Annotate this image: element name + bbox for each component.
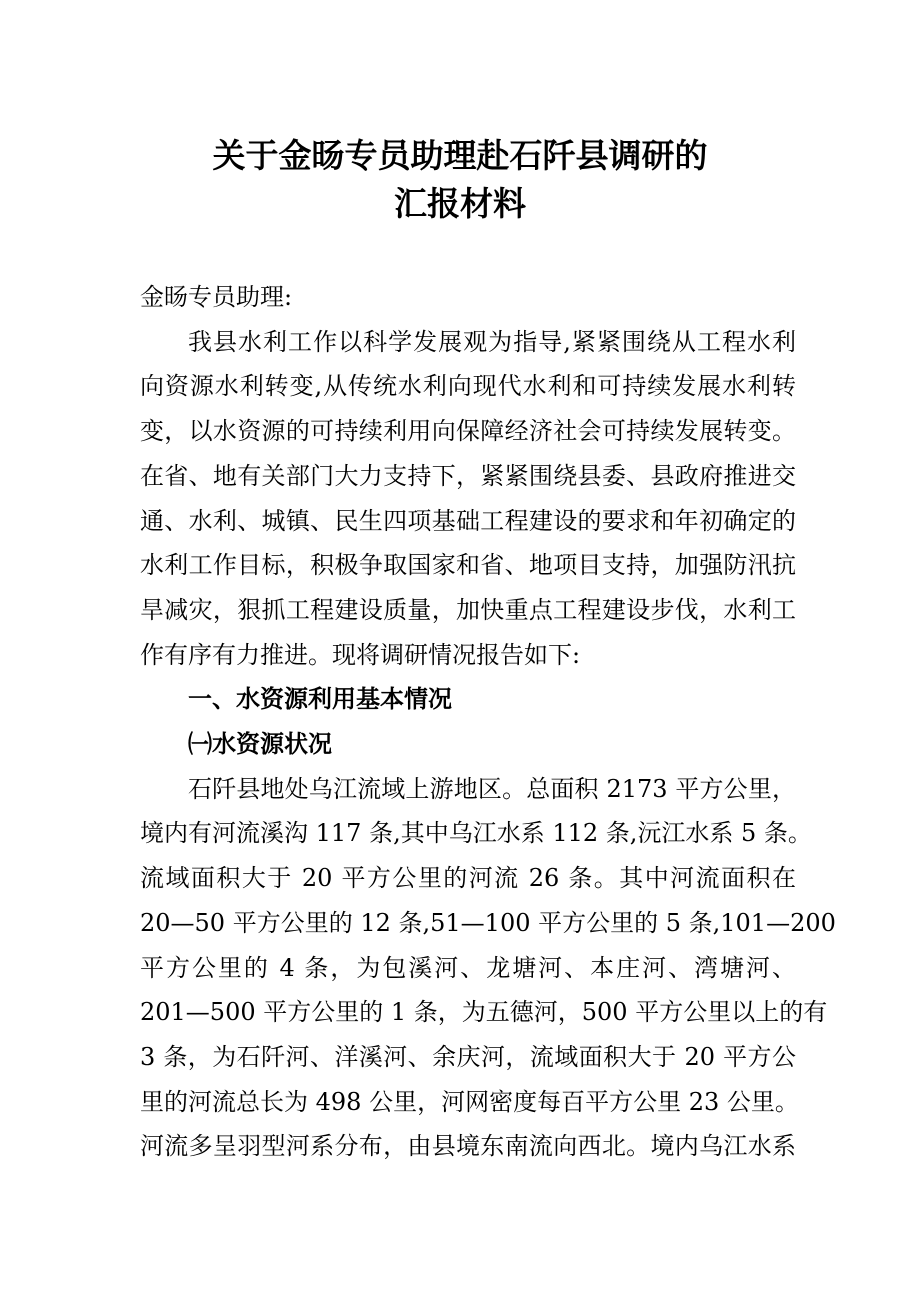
paragraph-line: 流域面积大于 20 平方公里的河流 26 条。其中河流面积在	[140, 864, 796, 893]
paragraph-line: 里的河流总长为 498 公里，河网密度每百平方公里 23 公里。	[140, 1087, 799, 1116]
paragraph-line: 向资源水利转变,从传统水利向现代水利和可持续发展水利转	[140, 372, 796, 401]
paragraph-line: 境内有河流溪沟 117 条,其中乌江水系 112 条,沅江水系 5 条。	[140, 819, 812, 848]
paragraph-line: 20—50 平方公里的 12 条,51—100 平方公里的 5 条,101—200	[140, 908, 836, 937]
document-title-line-1: 关于金旸专员助理赴石阡县调研的	[212, 136, 708, 175]
paragraph-line: 在省、地有关部门大力支持下，紧紧围绕县委、县政府推进交	[140, 461, 796, 490]
paragraph-line: 作有序有力推进。现将调研情况报告如下:	[140, 640, 581, 669]
section-heading: 一、水资源利用基本情况	[188, 685, 452, 714]
document-title-line-2: 汇报材料	[394, 184, 526, 223]
paragraph-line: 旱减灾，狠抓工程建设质量，加快重点工程建设步伐，水利工	[140, 595, 796, 624]
paragraph-line: 水利工作目标，积极争取国家和省、地项目支持，加强防汛抗	[140, 551, 796, 580]
paragraph-line: 通、水利、城镇、民生四项基础工程建设的要求和年初确定的	[140, 506, 796, 535]
paragraph-line: 我县水利工作以科学发展观为指导,紧紧围绕从工程水利	[188, 327, 796, 356]
paragraph-line: 石阡县地处乌江流域上游地区。总面积 2173 平方公里，	[188, 774, 796, 803]
paragraph-line: 201—500 平方公里的 1 条，为五德河，500 平方公里以上的有	[140, 998, 828, 1027]
paragraph-line: 3 条，为石阡河、洋溪河、余庆河，流域面积大于 20 平方公	[140, 1042, 796, 1071]
paragraph-line: 变，以水资源的可持续利用向保障经济社会可持续发展转变。	[140, 417, 796, 446]
paragraph-line: 平方公里的 4 条，为包溪河、龙塘河、本庄河、湾塘河、	[140, 953, 796, 982]
section-heading: ㈠水资源状况	[188, 730, 332, 758]
paragraph-line: 河流多呈羽型河系分布，由县境东南流向西北。境内乌江水系	[140, 1132, 796, 1161]
salutation: 金旸专员助理:	[140, 283, 293, 311]
